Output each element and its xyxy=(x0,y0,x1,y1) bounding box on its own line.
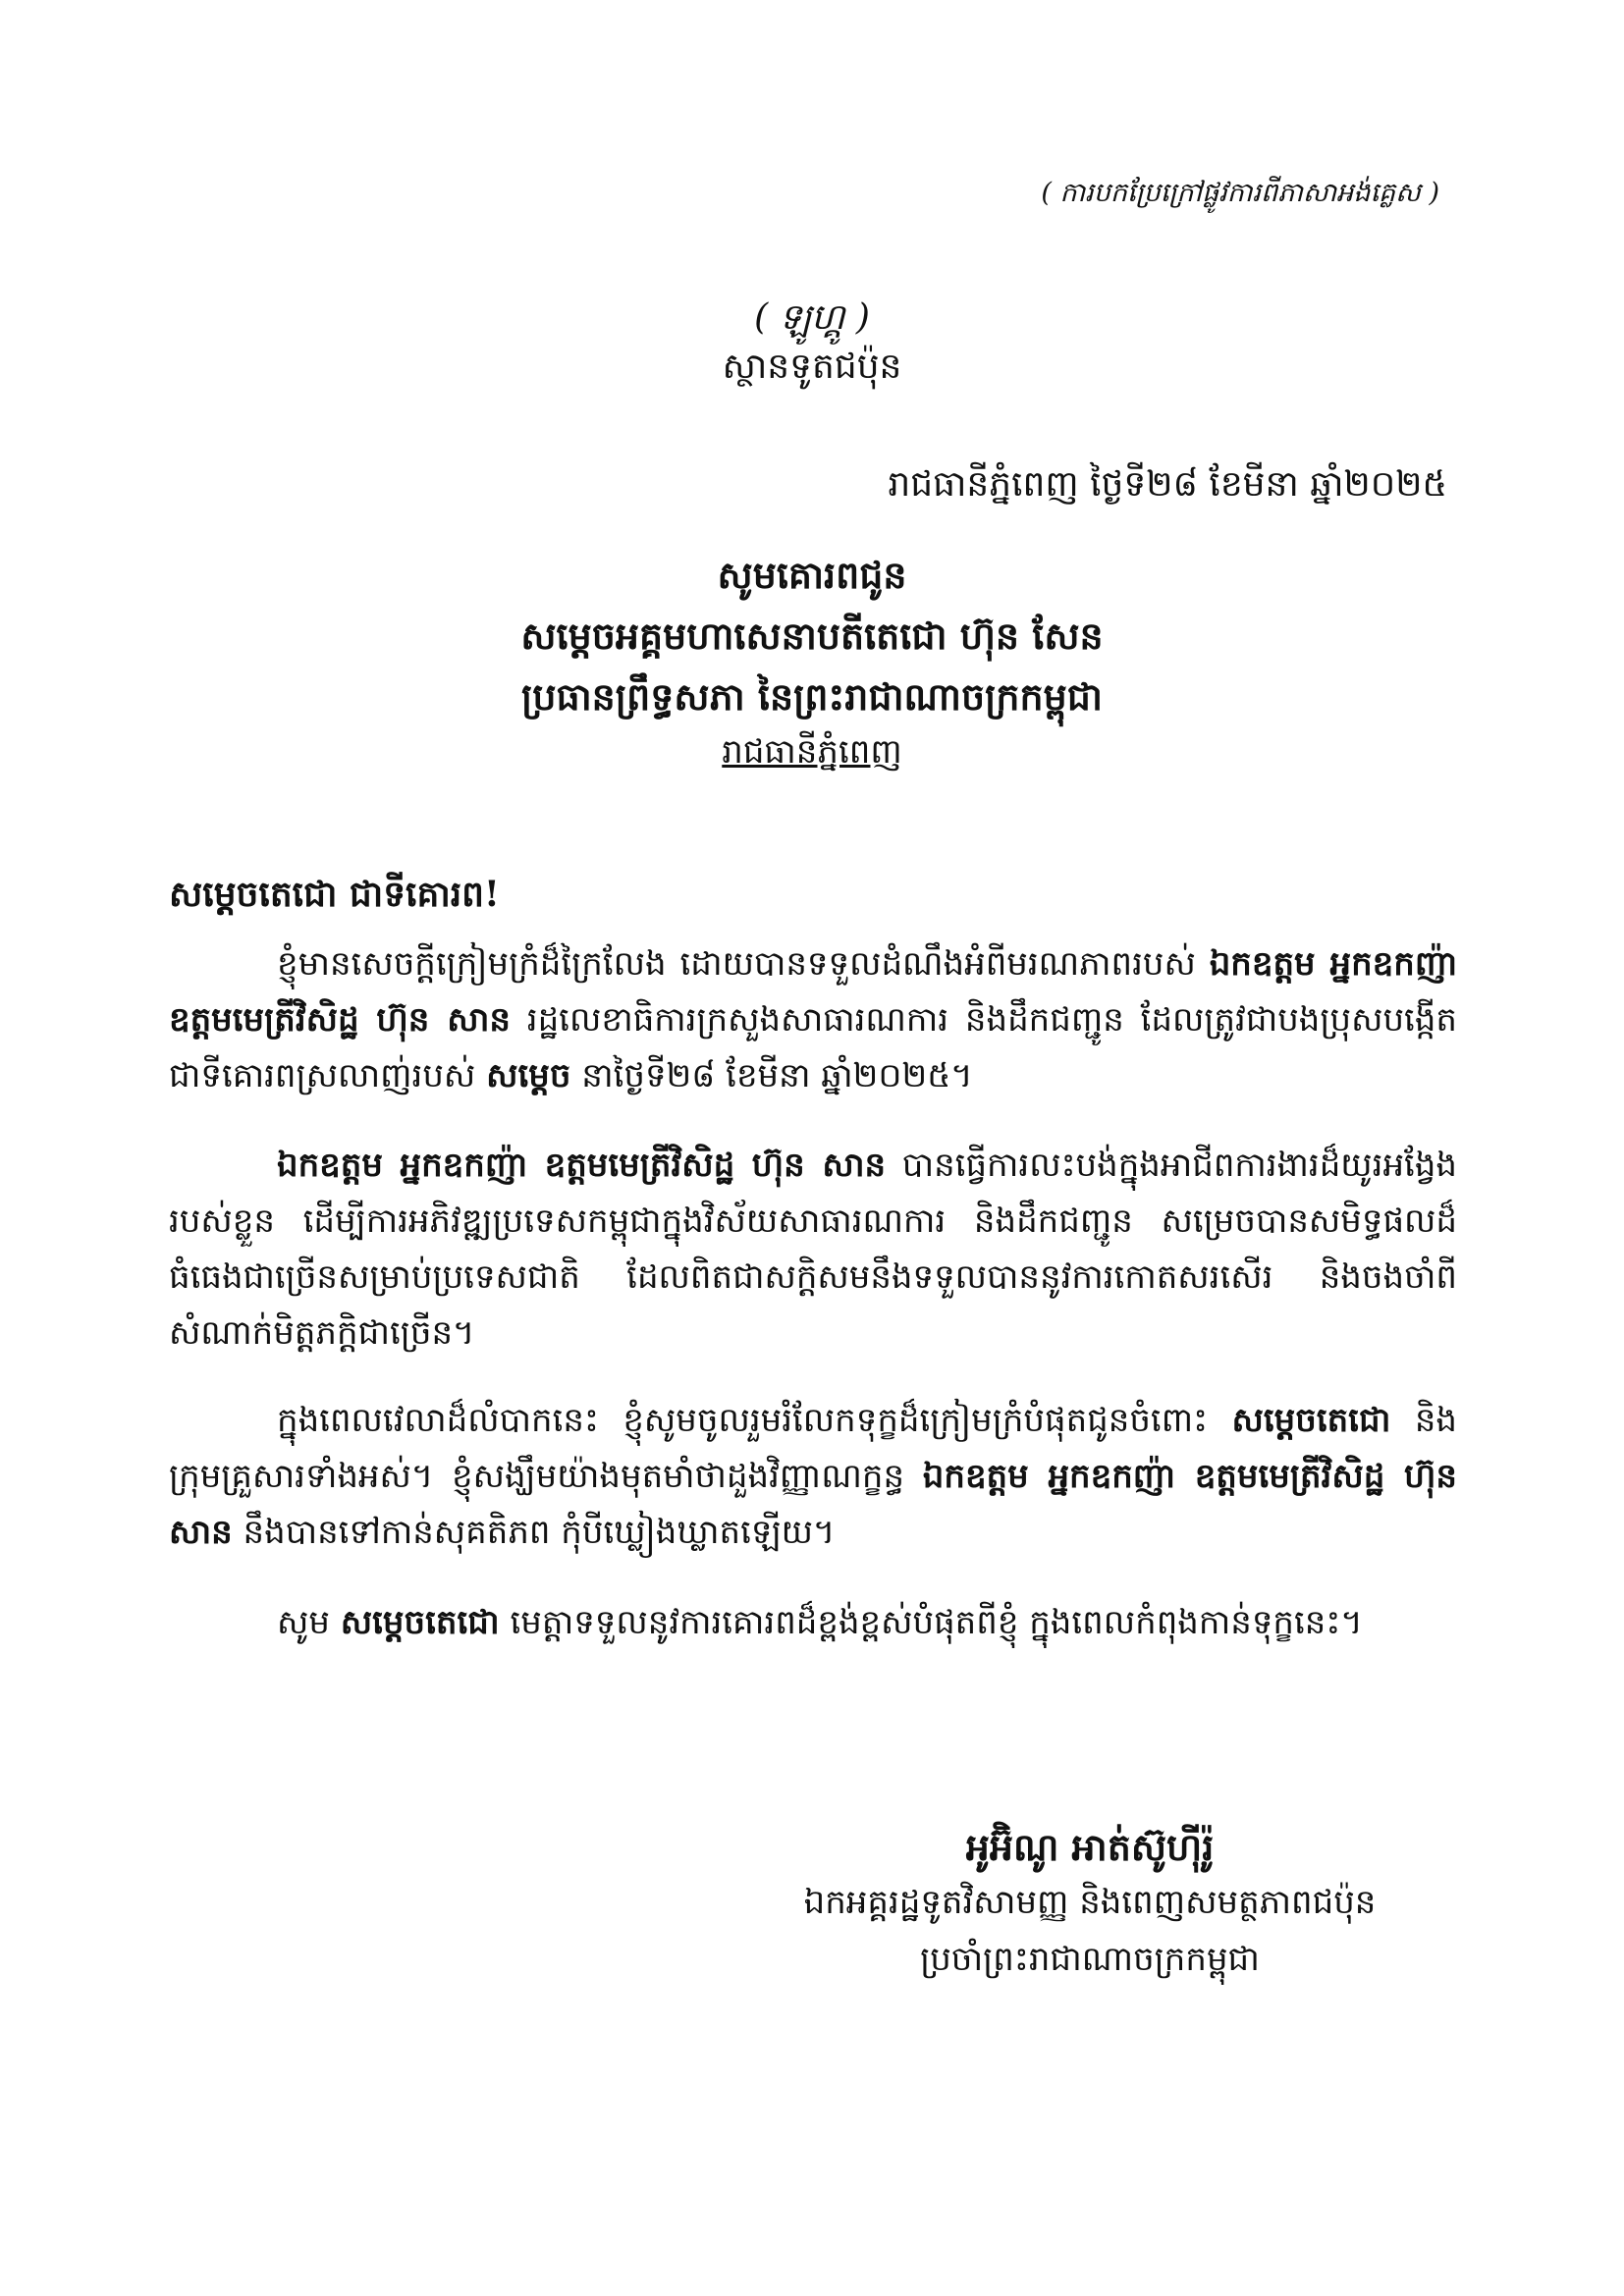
p2-text-b: បានធ្វើការលះបង់ក្នុងអាជីពការងារដ៏យូរអង្វែងរបស់ខ្លួន ដើម្បីការអភិវឌ្ឍប្រទេសកម្ពុជាក្នុងវិស័យសាធារណការ និងដឹកជញ្ជូន សម្រេចបានសមិទ្ធផលដ៏ធំធេងជាច្រើនសម្រាប់ប្រទេសជាតិ ដែលពិតជាសក្ដិសមនឹងទទួលបាននូវការកោតសរសើរ និងចងចាំពីសំណាក់មិត្តភក្ដិជាច្រើន។ xyxy=(169,1146,1458,1353)
p1-text-c: រដ្ឋលេខាធិការក្រសួងសាធារណការ និងដឹកជញ្ជូន ដែលត្រូវជាបងប្រុសបង្កើតជាទីគោរពស្រលាញ់របស់ xyxy=(169,1000,1457,1095)
p4-text-c: មេត្តាទទួលនូវការគោរពដ៏ខ្ពង់ខ្ពស់បំផុតពីខ្ញុំ ក្នុងពេលកំពុងកាន់ទុក្ខនេះ។ xyxy=(499,1603,1363,1642)
p1-text-a: ខ្ញុំមានសេចក្ដីក្រៀមក្រំដ៏ក្រៃលែង ដោយបានទទួលដំណឹងអំពីមរណភាពរបស់ xyxy=(277,944,1210,984)
logo-placeholder: ( ឡូហ្គូ ) xyxy=(754,297,870,338)
address-line-2: សម្ដេចអគ្គមហាសេនាបតីតេជោ ហ៊ុន សែន xyxy=(520,614,1104,658)
signatory-name: អូអ៊ិណូ អាត់ស៊ូហ៊ីរ៉ូ xyxy=(965,1825,1215,1869)
p3-text-e: នឹងបានទៅកាន់សុគតិភព កុំបីឃ្លៀងឃ្លាតឡើយ។ xyxy=(232,1513,836,1552)
address-line-3: ប្រធានព្រឹទ្ធសភា នៃព្រះរាជាណាចក្រកម្ពុជា xyxy=(521,674,1103,719)
p3-text-c: និងក្រុមគ្រួសារទាំងអស់។ ខ្ញុំសង្ឃឹមយ៉ាងមុតមាំថាដួងវិញ្ញាណក្ខន្ធ xyxy=(169,1401,1457,1496)
p4-bold-b: សម្ដេចតេជោ xyxy=(340,1603,500,1642)
p4-text-a: សូម xyxy=(277,1603,341,1642)
p1-text-e: នាថ្ងៃទី២៨ ខែមីនា ឆ្នាំ២០២៥។ xyxy=(570,1056,973,1095)
paragraph-4 xyxy=(169,1595,1457,1651)
address-line-4: រាជធានីភ្នំពេញ xyxy=(722,732,902,772)
address-line-1: សូមគោរពជូន xyxy=(717,553,907,597)
sender-embassy: ស្ថានទូតជប៉ុន xyxy=(722,347,902,387)
paragraph-3 xyxy=(169,1393,1457,1561)
translation-note: ( ការបកប្រែក្រៅផ្លូវការពីភាសាអង់គ្លេស ) xyxy=(1041,178,1439,208)
letter-date: រាជធានីភ្នំពេញ ថ្ងៃទី២៨ ខែមីនា ឆ្នាំ២០២៥ xyxy=(888,464,1447,505)
p1-bold-b: ឯកឧត្តម អ្នកឧកញ៉ា ឧត្តមមេត្រីវិសិដ្ឋ ហ៊ុន សាន xyxy=(169,944,1457,1040)
paragraph-1 xyxy=(169,936,1457,1104)
p2-bold-a: ឯកឧត្តម អ្នកឧកញ៉ា ឧត្តមមេត្រីវិសិដ្ឋ ហ៊ុន សាន xyxy=(277,1146,887,1185)
p1-bold-d: សម្ដេច xyxy=(486,1056,571,1095)
signatory-title: ឯកអគ្គរដ្ឋទូតវិសាមញ្ញ និងពេញសមត្ថភាពជប៉ុន xyxy=(803,1883,1377,1922)
p3-text-a: ក្នុងពេលវេលាដ៏លំបាកនេះ ខ្ញុំសូមចូលរួមរំលែកទុក្ខដ៏ក្រៀមក្រំបំផុតជូនចំពោះ xyxy=(277,1401,1232,1440)
p3-bold-d: ឯកឧត្តម អ្នកឧកញ៉ា ឧត្តមមេត្រីវិសិដ្ឋ ហ៊ុន សាន xyxy=(169,1457,1457,1552)
p3-bold-b: សម្ដេចតេជោ xyxy=(1231,1401,1391,1440)
paragraph-2 xyxy=(169,1138,1457,1362)
salutation: សម្ដេចតេជោ ជាទីគោរព! xyxy=(169,874,500,915)
signatory-posting: ប្រចាំព្រះរាជាណាចក្រកម្ពុជា xyxy=(920,1940,1260,1979)
